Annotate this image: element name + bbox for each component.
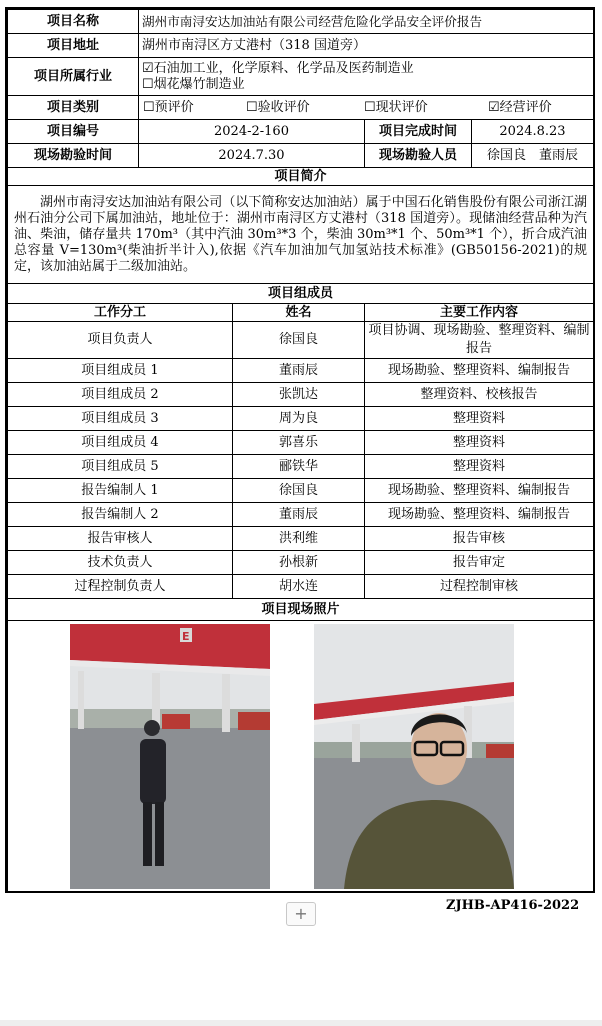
- member-role: 项目组成员 1: [8, 359, 233, 383]
- photo-truck: [162, 714, 190, 729]
- person-head: [144, 720, 160, 736]
- row-photos-title: [8, 599, 594, 621]
- members-header-work: 主要工作内容: [365, 304, 594, 322]
- row-members-title: [8, 284, 594, 304]
- row-intro-title: [8, 168, 594, 186]
- photo-pillar: [352, 724, 360, 762]
- project-finish-value: 2024.8.23: [472, 120, 594, 144]
- table-row: [8, 383, 594, 407]
- member-work: 现场勘验、整理资料、编制报告: [365, 503, 594, 527]
- site-photo-2-image: [314, 624, 514, 889]
- member-name: 周为良: [233, 407, 365, 431]
- row-project-address: [8, 34, 594, 58]
- category-option-text: 现状评价: [375, 99, 428, 115]
- member-role: 报告审核人: [8, 527, 233, 551]
- survey-time-label: 现场勘验时间: [8, 144, 139, 168]
- site-photo-2: [314, 624, 514, 889]
- member-role: 项目组成员 5: [8, 455, 233, 479]
- category-checkbox-operation[interactable]: ☑: [488, 99, 500, 115]
- person-leg: [155, 802, 164, 866]
- industry-option-fireworks[interactable]: [142, 77, 590, 93]
- project-industry-label: 项目所属行业: [8, 58, 139, 96]
- members-section-title: 项目组成员: [8, 284, 594, 304]
- member-name: 徐国良: [233, 479, 365, 503]
- member-name: 董雨辰: [233, 503, 365, 527]
- category-checkbox-status[interactable]: ☐: [364, 99, 376, 115]
- member-work: 整理资料、校核报告: [365, 383, 594, 407]
- category-checkbox-acceptance[interactable]: ☐: [246, 99, 258, 115]
- member-name: 徐国良: [233, 322, 365, 359]
- member-work: 整理资料: [365, 455, 594, 479]
- member-role: 项目组成员 2: [8, 383, 233, 407]
- project-info-table: [7, 9, 594, 892]
- photo-truck: [486, 744, 514, 758]
- person-jacket: [140, 739, 166, 804]
- photos-cell: [8, 621, 594, 892]
- row-project-number: [8, 120, 594, 144]
- table-row: [8, 359, 594, 383]
- table-row: [8, 551, 594, 575]
- category-checkbox-pre[interactable]: ☐: [143, 99, 155, 115]
- photo-pillar: [78, 671, 84, 729]
- photo-station-sign: E: [182, 630, 190, 643]
- table-row: [8, 503, 594, 527]
- member-name: 郭喜乐: [233, 431, 365, 455]
- industry-checkbox-fireworks[interactable]: ☐: [142, 76, 154, 92]
- table-row: [8, 479, 594, 503]
- row-intro-text: [8, 186, 594, 284]
- bottom-scroll-area: [0, 1020, 602, 1026]
- project-address-label: 项目地址: [8, 34, 139, 58]
- row-survey: [8, 144, 594, 168]
- row-photos: [8, 621, 594, 892]
- category-option-acceptance[interactable]: [246, 100, 364, 116]
- members-header-name: 姓名: [233, 304, 365, 322]
- site-photo-1-image: [70, 624, 270, 889]
- person-leg: [143, 802, 152, 866]
- member-work: 报告审核: [365, 527, 594, 551]
- member-name: 郦铁华: [233, 455, 365, 479]
- member-work: 现场勘验、整理资料、编制报告: [365, 359, 594, 383]
- photo-pillar: [222, 674, 230, 732]
- intro-section-title: 项目简介: [8, 168, 594, 186]
- table-row: [8, 527, 594, 551]
- member-work: 整理资料: [365, 431, 594, 455]
- category-option-operation[interactable]: [488, 100, 552, 116]
- member-work: 报告审定: [365, 551, 594, 575]
- photos-section-title: 项目现场照片: [8, 599, 594, 621]
- category-option-text: 经营评价: [499, 99, 552, 115]
- industry-option-text: 烟花爆竹制造业: [153, 76, 245, 92]
- project-name-value: 湖州市南浔安达加油站有限公司经营危险化学品安全评价报告: [139, 10, 594, 34]
- member-work: 过程控制审核: [365, 575, 594, 599]
- member-role: 技术负责人: [8, 551, 233, 575]
- member-role: 报告编制人 1: [8, 479, 233, 503]
- row-project-industry: [8, 58, 594, 96]
- member-role: 过程控制负责人: [8, 575, 233, 599]
- survey-people-value: 徐国良 董雨辰: [472, 144, 594, 168]
- member-work: 整理资料: [365, 407, 594, 431]
- members-header-row: [8, 304, 594, 322]
- add-button[interactable]: +: [286, 902, 316, 926]
- evaluation-info-sheet: [5, 7, 595, 893]
- photo-ground: [70, 728, 270, 889]
- member-work: 现场勘验、整理资料、编制报告: [365, 479, 594, 503]
- member-role: 项目负责人: [8, 322, 233, 359]
- project-number-label: 项目编号: [8, 120, 139, 144]
- member-name: 洪利维: [233, 527, 365, 551]
- category-option-pre[interactable]: [143, 100, 246, 116]
- table-row: [8, 407, 594, 431]
- project-category-label: 项目类别: [8, 96, 139, 120]
- survey-time-value: 2024.7.30: [139, 144, 365, 168]
- photo-truck: [238, 712, 270, 730]
- project-finish-label: 项目完成时间: [365, 120, 472, 144]
- member-role: 项目组成员 3: [8, 407, 233, 431]
- member-role: 报告编制人 2: [8, 503, 233, 527]
- category-option-status[interactable]: [364, 100, 488, 116]
- members-header-role: 工作分工: [8, 304, 233, 322]
- document-code: ZJHB-AP416-2022: [446, 898, 580, 913]
- category-option-text: 验收评价: [257, 99, 310, 115]
- intro-paragraph: 湖州市南浔安达加油站有限公司（以下简称安达加油站）属于中国石化销售股份有限公司浙江湖州石油分公司下属加油站，地址位于：湖州市南浔区方丈港村（318 国道旁）。现储油经营品种为汽油、柴油，储存量共 170m³（其中汽油 30m³*3 个，柴油 30m³*1 个、50m³*1 个），折合成汽油总容量 V=130m³(柴油折半计入),依据《汽车加油加气加氢站技术标准》(GB50156-2021)的规定，该加油站属于二级加油站。: [8, 186, 594, 284]
- member-name: 孙根新: [233, 551, 365, 575]
- table-row: [8, 575, 594, 599]
- row-project-category: [8, 96, 594, 120]
- industry-option-text: 石油加工业，化学原料、化学品及医药制造业: [153, 60, 414, 76]
- project-number-value: 2024-2-160: [139, 120, 365, 144]
- member-name: 胡水连: [233, 575, 365, 599]
- member-name: 张凯达: [233, 383, 365, 407]
- industry-option-petroleum[interactable]: [142, 61, 590, 77]
- member-role: 项目组成员 4: [8, 431, 233, 455]
- site-photo-1: [70, 624, 270, 889]
- member-name: 董雨辰: [233, 359, 365, 383]
- industry-checkbox-petroleum[interactable]: ☑: [142, 60, 154, 76]
- project-address-value: 湖州市南浔区方丈港村（318 国道旁）: [139, 34, 594, 58]
- table-row: [8, 322, 594, 359]
- row-project-name: [8, 10, 594, 34]
- category-option-text: 预评价: [154, 99, 194, 115]
- project-industry-options: [139, 58, 594, 96]
- table-row: [8, 431, 594, 455]
- member-work: 项目协调、现场勘验、整理资料、编制报告: [365, 322, 594, 359]
- project-category-options: [139, 96, 594, 120]
- project-name-label: 项目名称: [8, 10, 139, 34]
- table-row: [8, 455, 594, 479]
- survey-people-label: 现场勘验人员: [365, 144, 472, 168]
